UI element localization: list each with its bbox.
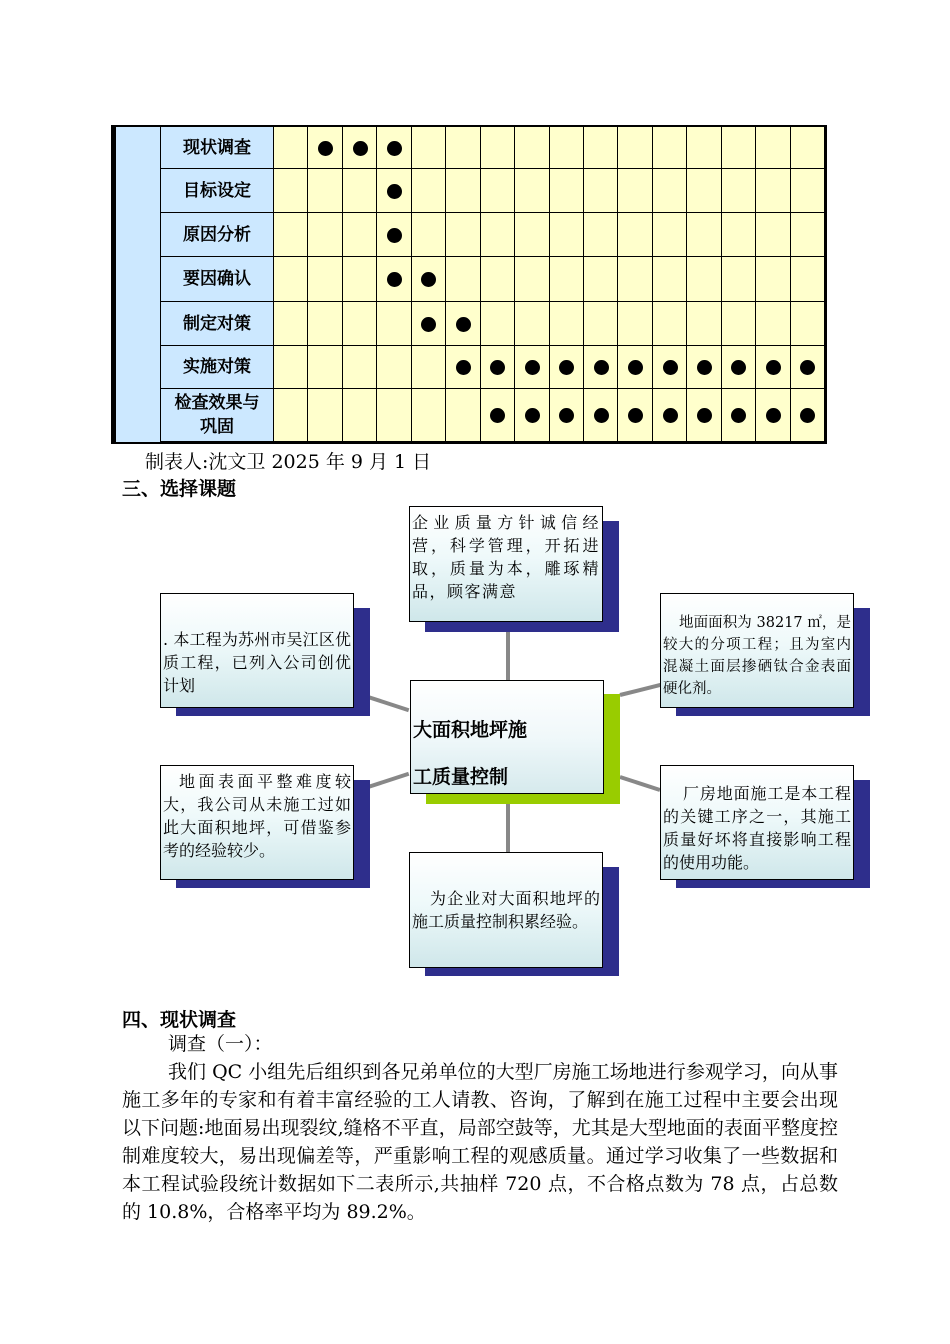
schedule-cell xyxy=(791,302,825,346)
schedule-cell xyxy=(515,302,549,346)
schedule-cell xyxy=(274,257,308,302)
progress-dot xyxy=(594,360,609,375)
schedule-cell xyxy=(412,346,446,389)
schedule-row-label: 制定对策 xyxy=(161,302,274,346)
progress-dot xyxy=(731,360,746,375)
schedule-cell xyxy=(687,127,721,169)
progress-dot xyxy=(387,141,402,156)
schedule-cell xyxy=(756,257,790,302)
schedule-cell xyxy=(756,389,790,442)
schedule-cell xyxy=(377,389,411,442)
schedule-cell xyxy=(791,127,825,169)
schedule-cell xyxy=(618,389,652,442)
schedule-grid xyxy=(113,127,825,442)
connector-right-top xyxy=(620,683,662,697)
schedule-cell xyxy=(274,169,308,213)
schedule-cell xyxy=(481,127,515,169)
schedule-cell xyxy=(274,213,308,257)
schedule-cell xyxy=(446,257,480,302)
schedule-row-label: 检查效果与巩固 xyxy=(161,389,274,442)
schedule-cell xyxy=(308,169,342,213)
quality-policy-box: 企业质量方针诚信经营，科学管理，开拓进取，质量为本，雕琢精品，顾客满意 xyxy=(409,506,603,622)
floor-area-box: 地面面积为 38217 ㎡，是较大的分项工程；且为室内混凝土面层掺硒钛合金表面硬化剂。 xyxy=(660,593,854,708)
schedule-cell xyxy=(550,302,584,346)
schedule-cell xyxy=(274,389,308,442)
schedule-cell xyxy=(446,213,480,257)
excellent-project-box: . 本工程为苏州市吴江区优质工程，已列入公司创优计划 xyxy=(160,593,354,708)
schedule-cell xyxy=(653,257,687,302)
schedule-cell xyxy=(653,169,687,213)
progress-dot xyxy=(387,272,402,287)
schedule-cell xyxy=(756,127,790,169)
survey-text xyxy=(122,1030,838,1226)
schedule-cell xyxy=(308,389,342,442)
schedule-cell xyxy=(412,127,446,169)
schedule-cell xyxy=(584,127,618,169)
schedule-cell xyxy=(756,213,790,257)
progress-dot xyxy=(387,228,402,243)
schedule-cell xyxy=(687,213,721,257)
progress-dot xyxy=(628,360,643,375)
schedule-cell xyxy=(687,302,721,346)
schedule-cell xyxy=(722,389,756,442)
progress-dot xyxy=(456,360,471,375)
schedule-cell xyxy=(308,302,342,346)
schedule-cell xyxy=(377,169,411,213)
schedule-cell xyxy=(584,389,618,442)
progress-dot xyxy=(525,408,540,423)
schedule-cell xyxy=(412,389,446,442)
schedule-cell xyxy=(343,169,377,213)
connector-bottom xyxy=(506,800,510,852)
schedule-cell xyxy=(515,389,549,442)
schedule-cell xyxy=(446,127,480,169)
flatness-difficulty-box: 地面表面平整难度较大，我公司从未施工过如此大面积地坪，可借鉴参考的经验较少。 xyxy=(160,765,354,880)
schedule-cell xyxy=(687,346,721,389)
schedule-cell xyxy=(722,127,756,169)
schedule-cell xyxy=(481,389,515,442)
progress-dot xyxy=(490,360,505,375)
center-topic-line1: 大面积地坪施 xyxy=(413,719,528,741)
schedule-cell xyxy=(756,169,790,213)
progress-dot xyxy=(387,184,402,199)
schedule-cell xyxy=(343,213,377,257)
progress-dot xyxy=(525,360,540,375)
progress-dot xyxy=(628,408,643,423)
progress-dot xyxy=(490,408,505,423)
progress-dot xyxy=(318,141,333,156)
experience-box: 为企业对大面积地坪的施工质量控制积累经验。 xyxy=(409,852,603,968)
schedule-cell xyxy=(274,127,308,169)
schedule-cell xyxy=(722,213,756,257)
progress-dot xyxy=(421,317,436,332)
schedule-cell xyxy=(377,213,411,257)
schedule-cell xyxy=(308,346,342,389)
schedule-cell xyxy=(618,302,652,346)
schedule-cell xyxy=(343,127,377,169)
schedule-cell xyxy=(550,169,584,213)
schedule-cell xyxy=(446,169,480,213)
schedule-cell xyxy=(687,389,721,442)
schedule-cell xyxy=(653,302,687,346)
progress-dot xyxy=(800,408,815,423)
schedule-cell xyxy=(308,127,342,169)
schedule-cell xyxy=(308,213,342,257)
schedule-cell xyxy=(756,302,790,346)
schedule-row-label: 原因分析 xyxy=(161,213,274,257)
schedule-cell xyxy=(584,346,618,389)
schedule-cell xyxy=(481,346,515,389)
connector-left-top xyxy=(364,694,409,712)
progress-dot xyxy=(800,360,815,375)
schedule-cell xyxy=(446,389,480,442)
schedule-cell xyxy=(791,257,825,302)
schedule-cell xyxy=(584,213,618,257)
schedule-cell xyxy=(618,346,652,389)
schedule-cell xyxy=(791,213,825,257)
schedule-cell xyxy=(618,213,652,257)
schedule-cell xyxy=(515,346,549,389)
key-process-box: 厂房地面施工是本工程的关键工序之一，其施工质量好坏将直接影响工程的使用功能。 xyxy=(660,765,854,880)
schedule-cell xyxy=(377,127,411,169)
progress-dot xyxy=(731,408,746,423)
section-4-title: 四、现状调查 xyxy=(122,1009,237,1031)
progress-dot xyxy=(697,408,712,423)
schedule-cell xyxy=(377,346,411,389)
schedule-cell xyxy=(791,169,825,213)
schedule-cell xyxy=(618,127,652,169)
schedule-cell xyxy=(584,257,618,302)
survey-paragraph: 我们 QC 小组先后组织到各兄弟单位的大型厂房施工场地进行参观学习，向从事施工多年的专家和有着丰富经验的工人请教、咨询，了解到在施工过程中主要会出现以下问题:地面易出现裂纹,缝格不平直，局部空鼓等，尤其是大型地面的表面平整度控制难度较大，易出现偏差等，严重影响工程的观感质量。通过学习收集了一些数据和本工程试验段统计数据如下二表所示,共抽样 720 点，不合格点数为 78 点，占总数的 10.8%，合格率平均为 89.2%。 xyxy=(122,1061,838,1223)
schedule-cell xyxy=(550,127,584,169)
schedule-cell xyxy=(446,346,480,389)
schedule-cell xyxy=(687,257,721,302)
progress-dot xyxy=(697,360,712,375)
schedule-cell xyxy=(343,346,377,389)
schedule-cell xyxy=(722,169,756,213)
schedule-cell xyxy=(481,213,515,257)
schedule-cell xyxy=(791,389,825,442)
schedule-cell xyxy=(791,346,825,389)
progress-dot xyxy=(456,317,471,332)
progress-dot xyxy=(559,360,574,375)
schedule-cell xyxy=(308,257,342,302)
schedule-row-label: 现状调查 xyxy=(161,127,274,169)
progress-dot xyxy=(421,272,436,287)
schedule-cell xyxy=(722,302,756,346)
schedule-cell xyxy=(515,169,549,213)
schedule-cell xyxy=(550,213,584,257)
schedule-cell xyxy=(481,169,515,213)
progress-dot xyxy=(766,408,781,423)
schedule-cell xyxy=(377,257,411,302)
schedule-cell xyxy=(653,127,687,169)
schedule-cell xyxy=(446,302,480,346)
schedule-cell xyxy=(377,302,411,346)
schedule-cell xyxy=(584,302,618,346)
activity-schedule-table xyxy=(111,125,827,444)
connector-right-bottom xyxy=(619,775,660,792)
center-topic-line2: 工质量控制 xyxy=(413,766,509,788)
section-3-title: 三、选择课题 xyxy=(122,478,237,500)
schedule-cell xyxy=(618,257,652,302)
schedule-cell xyxy=(515,127,549,169)
schedule-cell xyxy=(412,302,446,346)
schedule-cell xyxy=(343,389,377,442)
schedule-cell xyxy=(515,213,549,257)
schedule-cell xyxy=(584,169,618,213)
schedule-cell xyxy=(550,389,584,442)
schedule-cell xyxy=(343,302,377,346)
table-maker-line: 制表人:沈文卫 2025 年 9 月 1 日 xyxy=(145,451,432,473)
schedule-cell xyxy=(618,169,652,213)
schedule-cell xyxy=(412,169,446,213)
progress-dot xyxy=(663,360,678,375)
schedule-cell xyxy=(550,257,584,302)
schedule-cell xyxy=(722,346,756,389)
survey-label: 调查（一）： xyxy=(168,1033,273,1055)
schedule-cell xyxy=(412,213,446,257)
schedule-cell xyxy=(274,302,308,346)
schedule-row-label: 要因确认 xyxy=(161,257,274,302)
progress-dot xyxy=(663,408,678,423)
progress-dot xyxy=(353,141,368,156)
schedule-cell xyxy=(515,257,549,302)
schedule-cell xyxy=(481,302,515,346)
center-topic-box xyxy=(410,680,604,794)
progress-dot xyxy=(766,360,781,375)
schedule-cell xyxy=(653,346,687,389)
schedule-row-label: 目标设定 xyxy=(161,169,274,213)
schedule-cell xyxy=(687,169,721,213)
schedule-cell xyxy=(550,346,584,389)
schedule-row-label: 实施对策 xyxy=(161,346,274,389)
schedule-cell xyxy=(653,213,687,257)
schedule-cell xyxy=(722,257,756,302)
progress-dot xyxy=(559,408,574,423)
connector-left-bottom xyxy=(364,772,409,790)
schedule-cell xyxy=(343,257,377,302)
schedule-cell xyxy=(756,346,790,389)
schedule-cell xyxy=(412,257,446,302)
schedule-cell xyxy=(653,389,687,442)
schedule-cell xyxy=(274,346,308,389)
progress-dot xyxy=(594,408,609,423)
schedule-cell xyxy=(481,257,515,302)
